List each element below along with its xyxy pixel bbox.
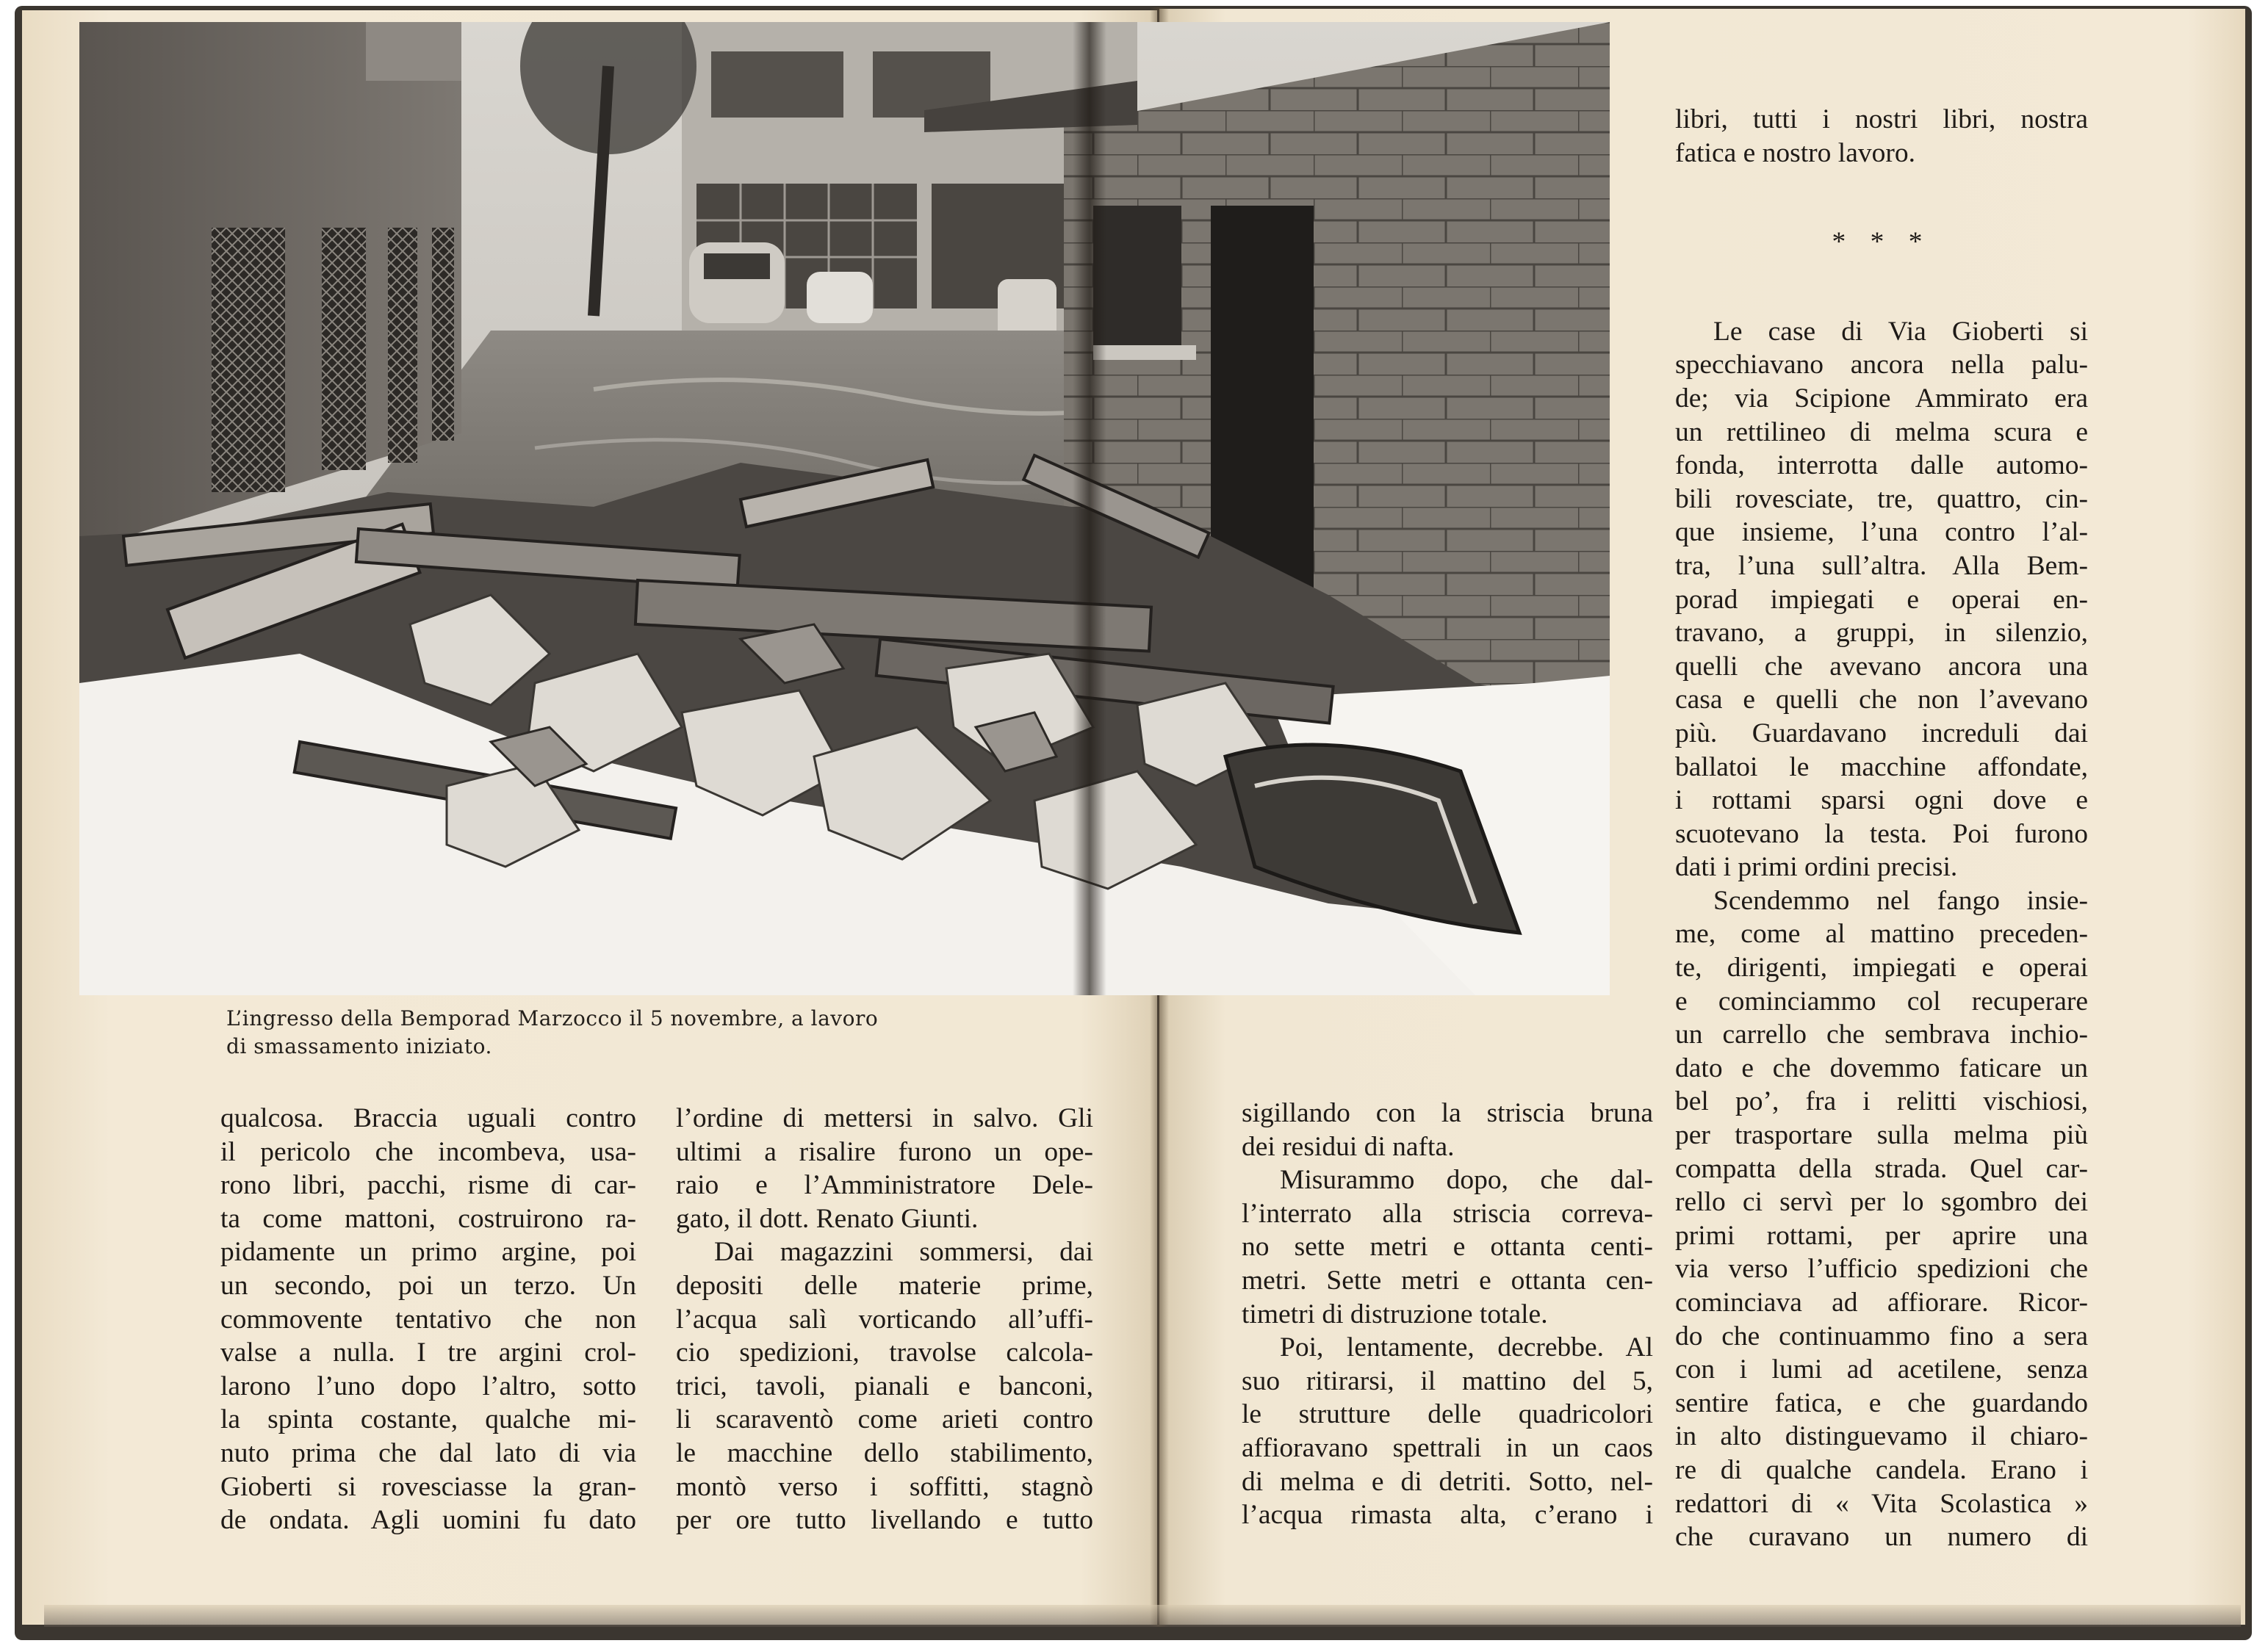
text-line: casa e quelli che non l’avevano — [1675, 685, 2088, 715]
text-line: in alto distinguevamo il chiaro- — [1675, 1421, 2088, 1452]
photo-caption — [226, 1005, 939, 1061]
text-line: per ore tutto livellando e tutto — [676, 1505, 1093, 1536]
text-line: più. Guardavano increduli dai — [1675, 718, 2088, 748]
text-line: metri. Sette metri e ottanta cen- — [1242, 1265, 1653, 1296]
text-line: valse a nulla. I tre argini crol- — [220, 1338, 636, 1368]
text-line: larono l’uno dopo l’altro, sotto — [220, 1371, 636, 1401]
text-line: di melma e di detriti. Sotto, nel- — [1242, 1466, 1653, 1497]
flood-photo — [79, 22, 1610, 995]
page-stack-edge — [44, 1605, 2241, 1627]
text-line: un rettilineo di melma scura e — [1675, 416, 2088, 447]
text-line: gato, il dott. Renato Giunti. — [676, 1203, 979, 1234]
text-column-4 — [1675, 103, 2088, 1554]
text-line: un carrello che sembrava inchio- — [1675, 1019, 2088, 1050]
text-line: pidamente un primo argine, poi — [220, 1237, 636, 1268]
text-line: ultimi a risalire furono un ope- — [676, 1136, 1093, 1167]
text-line: che curavano un numero di — [1675, 1522, 2088, 1553]
text-line: Le case di Via Gioberti si — [1713, 316, 2088, 347]
text-line: li scaraventò come arieti contro — [676, 1404, 1093, 1435]
text-line: bel po’, fra i relitti vischiosi, — [1675, 1086, 2088, 1117]
text-line: libri, tutti i nostri libri, nostra — [1675, 104, 2088, 134]
text-line: Scendemmo nel fango insie- — [1713, 885, 2088, 916]
text-line: do che continuammo fino a sera — [1675, 1321, 2088, 1351]
text-line: me, come al mattino preceden- — [1675, 919, 2088, 950]
text-column-1 — [220, 1102, 636, 1537]
text-line: de ondata. Agli uomini fu dato — [220, 1505, 636, 1536]
text-line: specchiavano ancora nella palu- — [1675, 350, 2088, 380]
photo-gutter-shadow — [1073, 22, 1106, 995]
text-line: travano, a gruppi, in silenzio, — [1675, 618, 2088, 649]
text-line: quelli che avevano ancora una — [1675, 651, 2088, 682]
text-line: la spinta costante, qualche mi- — [220, 1404, 636, 1435]
text-line: timetri di distruzione totale. — [1242, 1299, 1548, 1329]
text-line: montò verso i soffitti, stagnò — [676, 1471, 1093, 1502]
text-line: depositi delle materie prime, — [676, 1270, 1093, 1301]
text-line: con i lumi ad acetilene, senza — [1675, 1354, 2088, 1385]
text-line: suo ritirarsi, il mattino del 5, — [1242, 1365, 1653, 1396]
text-line: te, dirigenti, impiegati e operai — [1675, 953, 2088, 983]
text-column-2 — [676, 1102, 1093, 1537]
text-line: rono libri, pacchi, risme di car- — [220, 1170, 636, 1201]
text-line: rello ci servì per lo sgombro dei — [1675, 1187, 2088, 1218]
text-line: il pericolo che incombeva, usa- — [220, 1136, 636, 1167]
text-line: le strutture delle quadricolori — [1242, 1399, 1653, 1430]
text-line: fonda, interrotta dalle automo- — [1675, 450, 2088, 481]
text-line: l’acqua rimasta alta, c’erano i — [1242, 1500, 1653, 1531]
text-line: porad impiegati e operai en- — [1675, 584, 2088, 615]
text-line: compatta della strada. Quel car- — [1675, 1153, 2088, 1184]
text-line: l’acqua salì vorticando all’uffi- — [676, 1304, 1093, 1335]
text-line: l’interrato alla striscia correva- — [1242, 1198, 1653, 1229]
text-line: bili rovesciate, tre, quattro, cin- — [1675, 483, 2088, 514]
text-line: de; via Scipione Ammirato era — [1675, 383, 2088, 414]
text-line: ballatoi le macchine affondate, — [1675, 751, 2088, 782]
text-line: cio spedizioni, travolse calcola- — [676, 1338, 1093, 1368]
text-line: dato e che dovemmo faticare un — [1675, 1053, 2088, 1083]
text-line: Gioberti si rovesciasse la gran- — [220, 1471, 636, 1502]
text-line: dati i primi ordini precisi. — [1675, 852, 1958, 883]
text-line: nuto prima che dal lato di via — [220, 1437, 636, 1468]
spacer — [1675, 170, 2088, 225]
text-line: i rottami sparsi ogni dove e — [1675, 785, 2088, 816]
text-line: que insieme, l’una contro l’al- — [1675, 517, 2088, 548]
text-line: via verso l’ufficio spedizioni che — [1675, 1254, 2088, 1285]
text-line: fatica e nostro lavoro. — [1675, 137, 1915, 168]
text-line: sentire fatica, e che guardando — [1675, 1387, 2088, 1418]
text-line: per trasportare sulla melma più — [1675, 1120, 2088, 1151]
text-line: no sette metri e ottanta centi- — [1242, 1232, 1653, 1263]
text-line: trici, tavoli, pianali e banconi, — [676, 1371, 1093, 1401]
text-line: dei residui di nafta. — [1242, 1131, 1455, 1162]
text-line: cominciava ad affiorare. Ricor- — [1675, 1288, 2088, 1318]
text-line: affioravano spettrali in un caos — [1242, 1432, 1653, 1463]
text-line: sigillando con la striscia bruna — [1242, 1098, 1653, 1128]
text-line: redattori di « Vita Scolastica » — [1675, 1488, 2088, 1519]
text-line: ta come mattoni, costruirono ra- — [220, 1203, 636, 1234]
text-line: qualcosa. Braccia uguali contro — [220, 1103, 636, 1133]
text-line: l’ordine di mettersi in salvo. Gli — [676, 1103, 1093, 1133]
text-line: primi rottami, per aprire una — [1675, 1220, 2088, 1251]
text-line: commovente tentativo che non — [220, 1304, 636, 1335]
text-line: Misurammo dopo, che dal- — [1280, 1165, 1653, 1196]
text-line: tra, l’una sull’altra. Alla Bem- — [1675, 550, 2088, 581]
section-separator: * * * — [1832, 227, 1932, 258]
text-column-3 — [1242, 1097, 1653, 1532]
text-line: Dai magazzini sommersi, dai — [714, 1237, 1093, 1268]
text-line: raio e l’Amministratore Dele- — [676, 1170, 1093, 1201]
caption-line: L’ingresso della Bemporad Marzocco il 5 novembre, a lavoro — [226, 1006, 879, 1030]
text-line: scuotevano la testa. Poi furono — [1675, 818, 2088, 849]
caption-line: di smassamento iniziato. — [226, 1034, 492, 1058]
text-line: Poi, lentamente, decrebbe. Al — [1280, 1332, 1653, 1363]
text-line: re di qualche candela. Erano i — [1675, 1454, 2088, 1485]
text-line: un secondo, poi un terzo. Un — [220, 1270, 636, 1301]
spacer — [1675, 259, 2088, 315]
text-line: e cominciammo col recuperare — [1675, 986, 2088, 1017]
text-line: le macchine dello stabilimento, — [676, 1437, 1093, 1468]
